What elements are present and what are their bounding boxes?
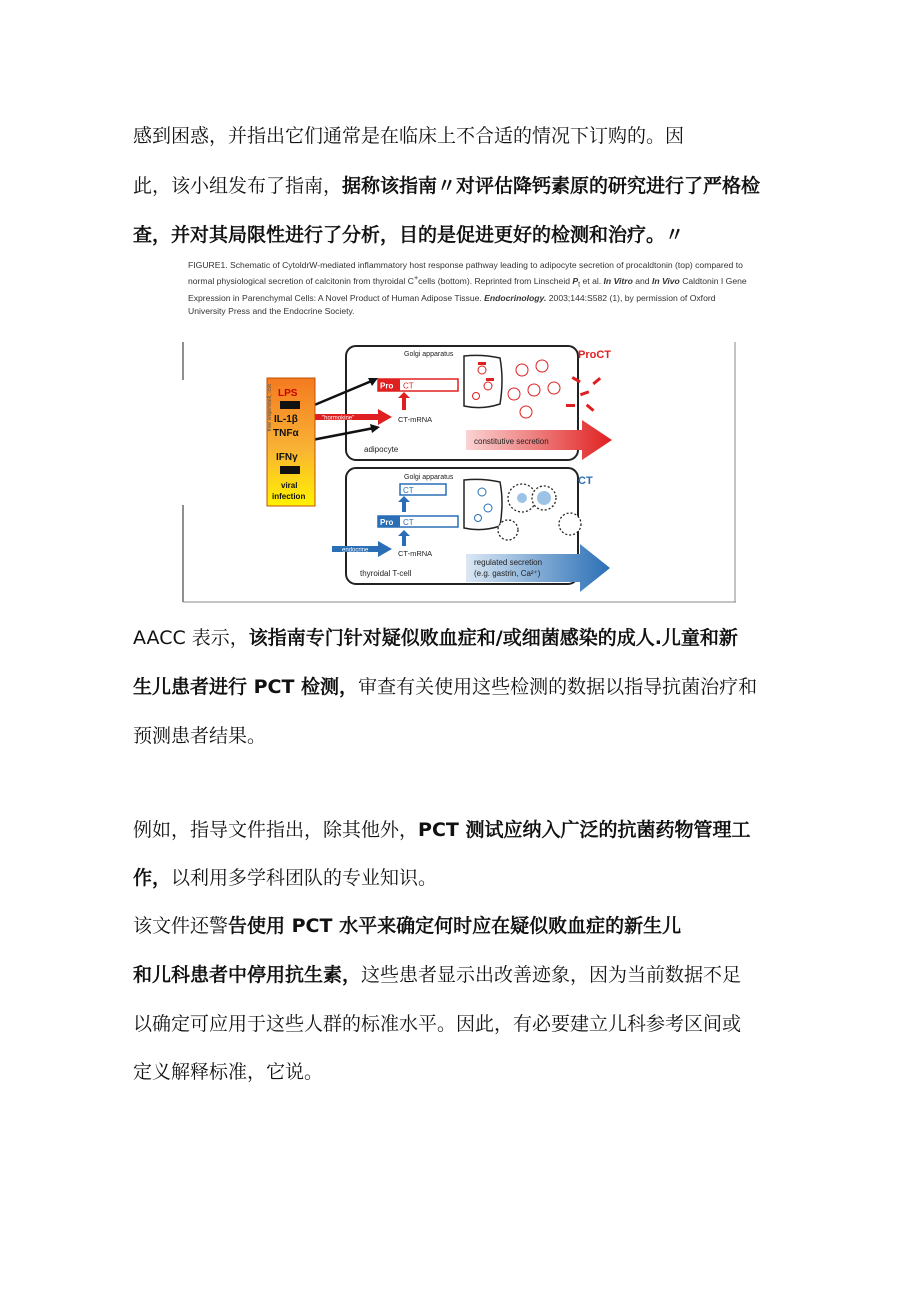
bold-text: 生儿患者进行 PCT 检测，: [133, 676, 359, 698]
bold-text: 作，: [133, 867, 172, 889]
caption-sup: +: [413, 274, 419, 282]
paragraph-3-line-1: [133, 818, 793, 842]
paragraph-1-line-1: [133, 124, 793, 148]
bold-text: 告使用 PCT 水平来确定何时应在疑似败血症的新生儿: [228, 915, 682, 937]
paragraph-4-line-3: [133, 1012, 793, 1036]
text: 预测患者结果。: [133, 725, 267, 747]
bold-text: 该指南专门针对疑似败血症和/或细菌感染的成人.儿童和新: [248, 627, 738, 649]
caption-text: et al.: [580, 275, 604, 286]
golgi-bottom: [464, 479, 502, 529]
caption-italic: Endocrinology.: [484, 292, 547, 303]
stimulus-lps: LPS: [278, 388, 298, 399]
regulated-label: regulated secretion: [474, 558, 543, 567]
constitutive-label: constitutive secretion: [474, 437, 549, 446]
paragraph-2-line-2: [133, 675, 793, 699]
caption-author: P: [572, 275, 579, 286]
bold-text: 据称该指南〃对评估降钙素原的研究进行了严格检: [342, 175, 761, 197]
paragraph-2-line-1: [133, 626, 793, 650]
text: 感到困惑，并指出它们通常是在临床上不合适的情况下订购的。因: [133, 125, 685, 147]
paragraph-4-line-1: [133, 914, 793, 938]
adipocyte-label: adipocyte: [364, 445, 399, 454]
text: AACC 表示，: [133, 627, 249, 649]
caption-italic: In Vivo: [651, 275, 680, 286]
caption-text: cells (bottom). Reprinted from Linscheid: [418, 275, 573, 286]
stimulus-infection: infection: [272, 492, 306, 501]
paragraph-3-line-2: [133, 866, 793, 890]
bold-text: 查，并对其局限性进行了分析，目的是促进更好的检测和治疗。〃: [133, 224, 685, 246]
pro-label: Pro: [380, 381, 394, 391]
text: 这些患者显示出改善迹象，因为当前数据不足: [361, 964, 742, 986]
golgi-label-bottom: Golgi apparatus: [404, 474, 454, 481]
stimulus-block-2: [280, 466, 300, 474]
hormokine-label: "hormokine": [322, 415, 355, 422]
paragraph-1-line-3: [133, 223, 793, 247]
ct-label-top: CT: [403, 381, 414, 391]
golgi-label-top: Golgi apparatus: [404, 351, 454, 358]
text: 该文件还警: [133, 915, 229, 937]
paragraph-4-line-4: [133, 1060, 793, 1084]
text: 此，该小组发布了指南，: [133, 175, 343, 197]
thyroidal-label: thyroidal T-cell: [360, 569, 412, 578]
stimulus-block-1: [280, 401, 300, 409]
caption-text: and: [632, 275, 652, 286]
caption-italic: In Vitro: [603, 275, 633, 286]
caption-sub: t: [578, 280, 581, 289]
bold-text: PCT 测试应纳入广泛的抗菌药物管理工: [418, 819, 751, 841]
paragraph-1-line-2: [133, 174, 793, 198]
stimulus-ifng: IFNγ: [276, 452, 298, 463]
text: 以利用多学科团队的专业知识。: [171, 867, 438, 889]
ct-box-top-label: CT: [403, 486, 414, 495]
bold-text: 和儿科患者中停用抗生素，: [133, 964, 362, 986]
ct-mrna-top: CT-mRNA: [398, 415, 433, 424]
stimulus-il1b: IL-1β: [274, 414, 298, 425]
figure-caption: [188, 259, 748, 318]
paragraph-2-line-3: [133, 724, 793, 748]
endocrine-label: endocrine: [342, 547, 369, 554]
stimulus-tnfa: TNFα: [273, 428, 299, 439]
ct-mrna-bottom: CT-mRNA: [398, 549, 433, 558]
ct-label-bottom: CT: [403, 518, 414, 527]
text: 审查有关使用这些检测的数据以指导抗菌治疗和: [358, 676, 758, 698]
caption-text: Caldtonin I Gene Expression in Parenchymal Cells: A Novel Product of Human Adipose Tissue.: [188, 275, 747, 303]
pro-label-bottom: Pro: [380, 518, 394, 527]
paragraph-4-line-2: [133, 963, 793, 987]
text: 以确定可应用于这些人群的标准水平。因此，有必要建立儿科参考区间或: [133, 1013, 742, 1035]
stimulus-viral: viral: [281, 481, 298, 490]
text: 例如，指导文件指出，除其他外，: [133, 819, 419, 841]
text: 定义解释标准，它说。: [133, 1061, 324, 1083]
caption-text: 2003;144:S582 (1), by permission of Oxford University Press and the Endocrine Society.: [188, 292, 716, 316]
procct-label: ProCT: [578, 349, 611, 361]
vertical-watermark: ɪʌɔ: 'ʞ̣ıɐʍɹǝʇɐʍ ǝǝɹɟ: [266, 384, 272, 432]
regulated-eg: (e.g. gastrin, Ca²⁺): [474, 569, 541, 578]
ct-corner-label: CT: [578, 475, 593, 487]
caption-text: FIGURE1. Schematic of CytoldrW-mediated inflammatory host response pathway leading to adipocyte secretion of procaldtonin (top) compared to normal physiological secretion of calcitonin from thyroidal C: [188, 260, 743, 286]
figure-diagram: [182, 340, 738, 604]
